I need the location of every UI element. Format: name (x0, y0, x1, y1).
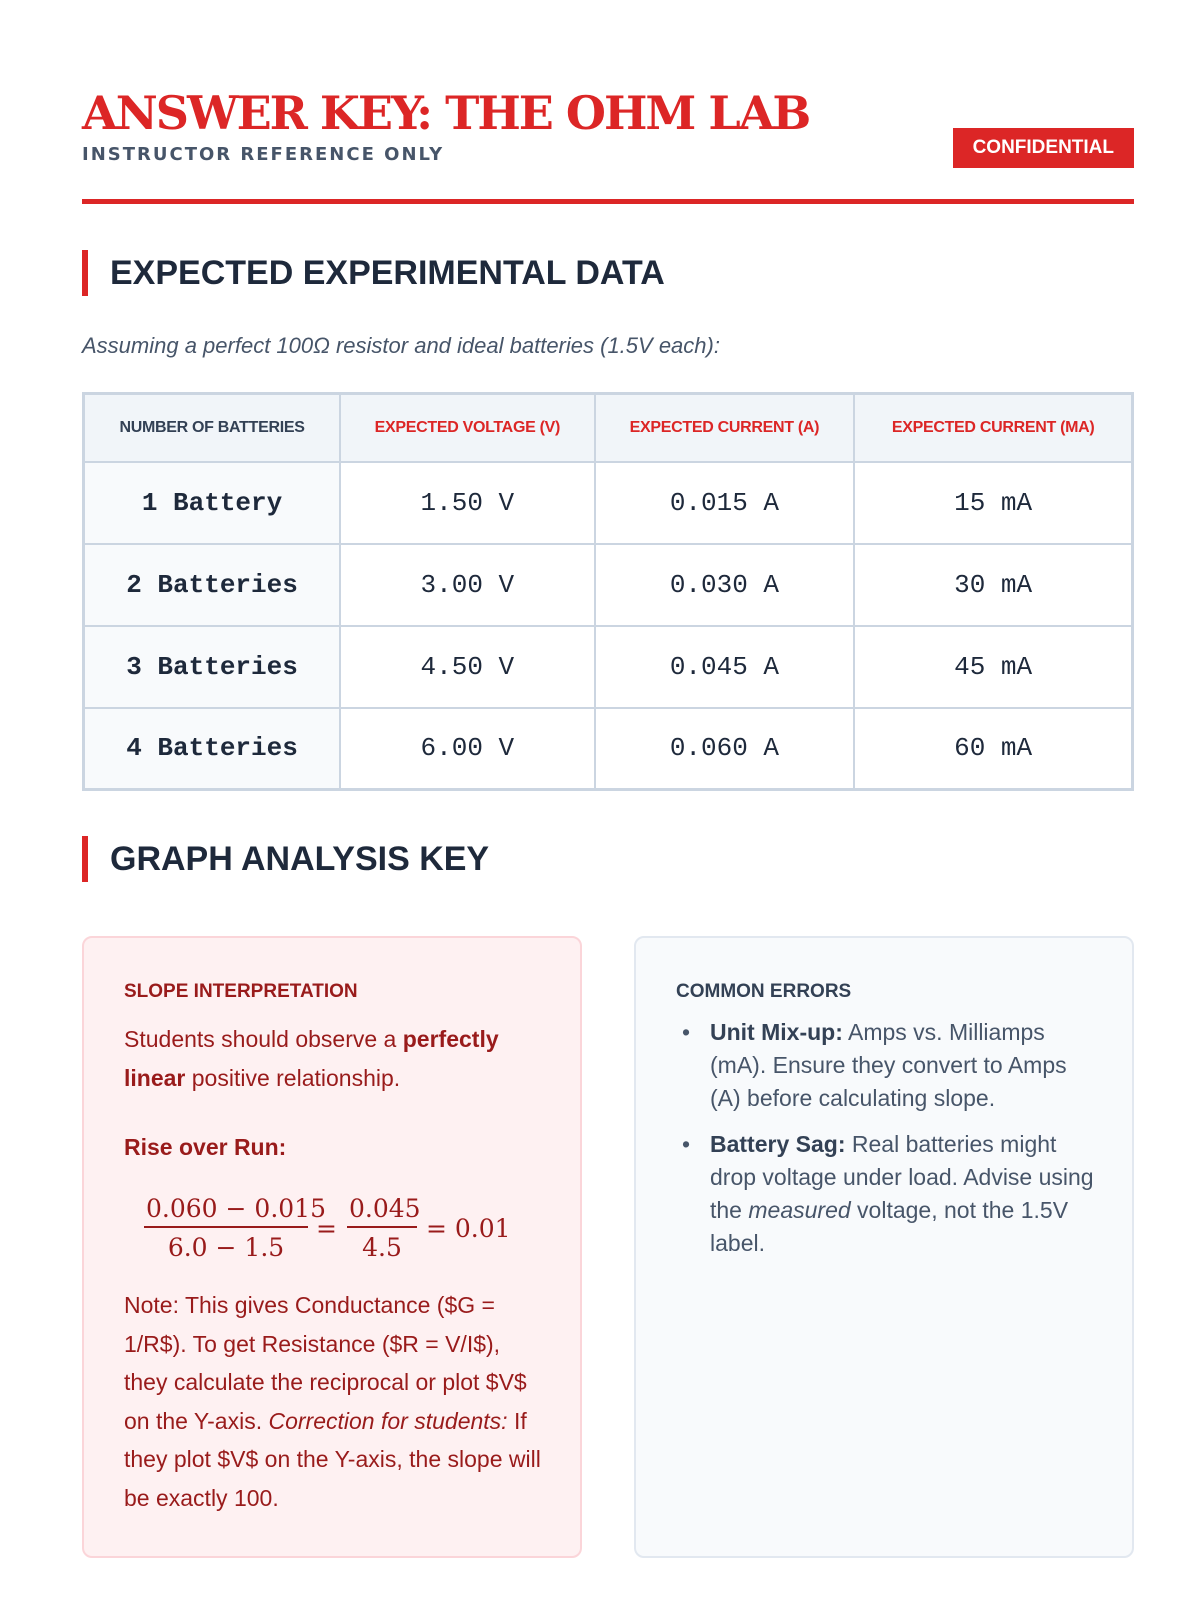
errors-list (676, 1016, 1096, 1273)
formula-result: = 0.01 (426, 1214, 511, 1243)
fraction-2 (347, 1190, 421, 1266)
slope-description (124, 1020, 544, 1098)
bullet-icon: • (682, 1019, 691, 1045)
battery-count-cell: 3 Batteries (84, 626, 341, 708)
table-row (84, 626, 1133, 708)
data-assumption-text: Assuming a perfect 100Ω resistor and ideal batteries (1.5V each): (82, 333, 720, 358)
error-label: Unit Mix-up: (710, 1019, 843, 1045)
battery-count-cell: 4 Batteries (84, 708, 341, 790)
note-correction-label: Correction for students: (268, 1407, 508, 1434)
column-header: NUMBER OF BATTERIES (84, 394, 341, 462)
common-errors-card (634, 936, 1134, 1558)
current-milliamps-cell: 15 mA (854, 462, 1132, 544)
table-row (84, 544, 1133, 626)
table-row (84, 462, 1133, 544)
current-amps-cell: 0.015 A (595, 462, 855, 544)
slope-emphasis: perfectly linear (124, 1026, 499, 1091)
list-item (676, 1128, 1096, 1260)
table-row (84, 708, 1133, 790)
answer-key-page (82, 0, 1134, 1600)
rise-over-run-label: Rise over Run: (124, 1134, 287, 1160)
voltage-cell: 1.50 V (340, 462, 595, 544)
section-heading-graph: GRAPH ANALYSIS KEY (82, 836, 489, 882)
section-heading-data: EXPECTED EXPERIMENTAL DATA (82, 250, 665, 296)
note-text-part: Note: This gives Conductance ($G = 1/R$). To get Resistance ($R = V/I$), they calculate the reciprocal or plot $V$ on the Y-axis. (124, 1292, 527, 1434)
fraction-1 (144, 1190, 326, 1266)
conductance-note (124, 1286, 544, 1517)
error-text: Real batteries might drop voltage under load. Advise using the (710, 1131, 1094, 1223)
voltage-cell: 6.00 V (340, 708, 595, 790)
current-amps-cell: 0.030 A (595, 544, 855, 626)
note-text-part: If they plot $V$ on the Y-axis, the slope will be exactly 100. (124, 1407, 541, 1511)
current-amps-cell: 0.060 A (595, 708, 855, 790)
voltage-cell: 4.50 V (340, 626, 595, 708)
current-milliamps-cell: 30 mA (854, 544, 1132, 626)
error-text: voltage, not the 1.5V label. (710, 1197, 1069, 1256)
current-milliamps-cell: 45 mA (854, 626, 1132, 708)
confidential-badge: CONFIDENTIAL (953, 128, 1134, 168)
column-header: EXPECTED VOLTAGE (V) (340, 394, 595, 462)
page-title: ANSWER KEY: THE OHM LAB (82, 86, 810, 140)
fraction-numerator: 0.060 − 0.015 (144, 1190, 308, 1228)
card-title: SLOPE INTERPRETATION (124, 981, 358, 1002)
current-milliamps-cell: 60 mA (854, 708, 1132, 790)
error-emphasis: measured (748, 1197, 851, 1223)
list-item (676, 1016, 1096, 1115)
table-header-row (84, 394, 1133, 462)
column-header: EXPECTED CURRENT (MA) (854, 394, 1132, 462)
error-text: Amps vs. Milliamps (mA). Ensure they convert to Amps (A) before calculating slope. (710, 1019, 1067, 1111)
column-header: EXPECTED CURRENT (A) (595, 394, 855, 462)
error-label: Battery Sag: (710, 1131, 846, 1157)
fraction-denominator: 4.5 (362, 1233, 402, 1262)
page-header (82, 86, 1134, 204)
bullet-icon: • (682, 1131, 691, 1157)
expected-data-table (82, 392, 1134, 791)
slope-interpretation-card (82, 936, 582, 1558)
fraction-denominator: 6.0 − 1.5 (167, 1233, 285, 1262)
battery-count-cell: 1 Battery (84, 462, 341, 544)
voltage-cell: 3.00 V (340, 544, 595, 626)
equals-sign: = (316, 1214, 337, 1243)
slope-text-part: positive relationship. (185, 1065, 401, 1091)
battery-count-cell: 2 Batteries (84, 544, 341, 626)
fraction-numerator: 0.045 (347, 1190, 417, 1228)
current-amps-cell: 0.045 A (595, 626, 855, 708)
card-title: COMMON ERRORS (676, 981, 852, 1002)
page-subtitle: INSTRUCTOR REFERENCE ONLY (82, 144, 445, 165)
slope-text-part: Students should observe a (124, 1026, 403, 1052)
